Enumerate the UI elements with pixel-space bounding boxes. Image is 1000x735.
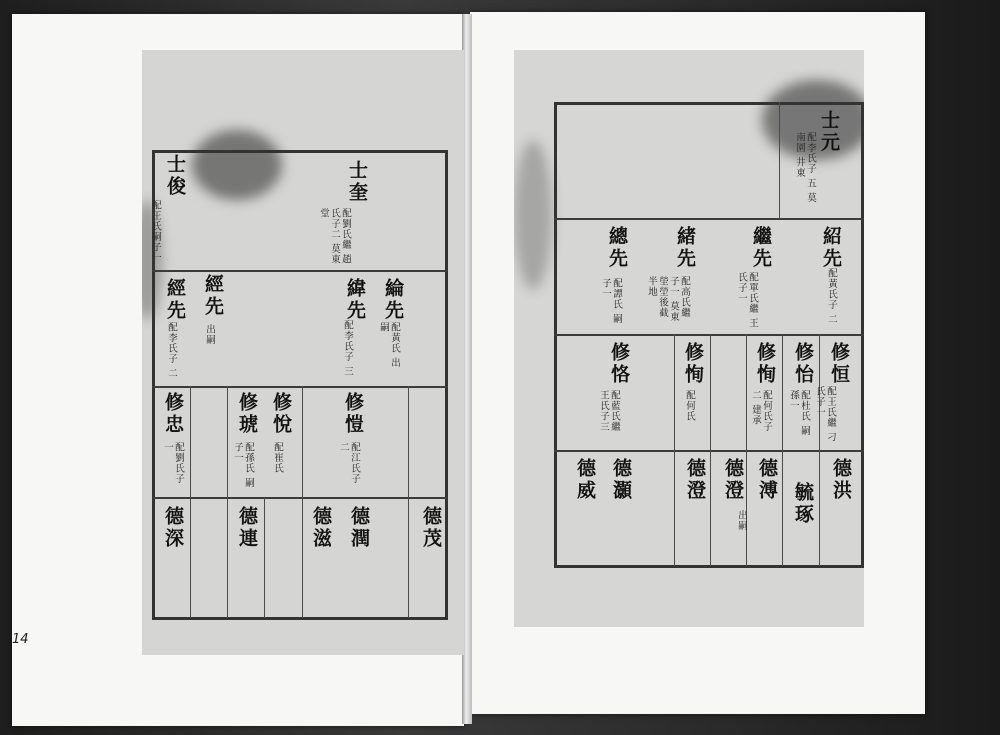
left-genealogy-scan — [142, 50, 464, 655]
person-note: 配何氏 — [684, 390, 695, 422]
person-name: 德灝 — [610, 458, 632, 502]
person-name: 繼先 — [750, 226, 772, 270]
column-divider — [710, 334, 711, 566]
person-note: 配杜氏 嗣孫一 — [788, 390, 810, 437]
person-note: 配劉氏繼 趙氏子二 莫東堂 — [318, 208, 351, 265]
column-divider — [674, 334, 675, 566]
person-note: 配單氏繼 王氏子一 — [736, 272, 758, 329]
person-name: 德茂 — [420, 506, 442, 550]
ink-stain — [514, 140, 552, 290]
left-genealogy-grid — [152, 150, 448, 620]
person-name: 經先 — [164, 278, 186, 322]
person-note: 配崔氏 — [272, 442, 283, 474]
person-name: 德滋 — [310, 506, 332, 550]
person-name: 德潤 — [348, 506, 370, 550]
person-name: 德澄 — [722, 458, 744, 502]
person-name: 修悅 — [270, 392, 292, 436]
person-note: 配高氏繼 子一 莫東 塋塋後截 半地 — [646, 276, 690, 323]
person-name: 德溥 — [756, 458, 778, 502]
person-note: 配黃氏 出嗣 — [378, 322, 400, 369]
row-divider — [152, 270, 448, 272]
person-note: 配王氏嗣子一 — [150, 200, 161, 263]
person-name: 德連 — [236, 506, 258, 550]
person-name: 修恂 — [682, 342, 704, 386]
person-note: 配劉氏子 一 — [162, 442, 184, 484]
person-name: 德澄 — [684, 458, 706, 502]
person-name: 總先 — [606, 226, 628, 270]
person-note: 配王氏繼 刁氏子一 — [814, 386, 836, 443]
row-divider — [554, 450, 864, 452]
person-note: 出嗣 — [736, 510, 747, 531]
person-name: 修愷 — [342, 392, 364, 436]
person-note: 配李氏子 五 莫南園 井東 — [794, 132, 816, 204]
page-number: 14 — [12, 632, 29, 647]
person-name: 修琥 — [236, 392, 258, 436]
person-name: 德威 — [574, 458, 596, 502]
person-name: 修恪 — [608, 342, 630, 386]
person-note: 配李氏子 二 — [166, 322, 177, 379]
row-divider — [152, 497, 448, 499]
person-name: 修恂 — [754, 342, 776, 386]
person-name: 紹先 — [820, 226, 842, 270]
person-name: 修恒 — [828, 342, 850, 386]
person-name: 緒先 — [674, 226, 696, 270]
person-note: 配孫氏 嗣子一 — [232, 442, 254, 489]
person-note: 配李氏子 三 — [342, 320, 353, 377]
person-name: 經先 — [202, 274, 224, 318]
person-name: 士俊 — [164, 154, 186, 198]
column-divider — [227, 386, 228, 618]
column-divider — [782, 334, 783, 566]
column-divider — [302, 386, 303, 618]
person-name: 修忠 — [162, 392, 184, 436]
person-name: 德洪 — [830, 458, 852, 502]
person-name: 修怡 — [792, 342, 814, 386]
row-divider — [152, 386, 448, 388]
person-note: 配何氏子 二 建承 — [750, 390, 772, 432]
person-note: 配黃氏子 二 — [826, 268, 837, 325]
row-divider — [554, 218, 864, 220]
person-name: 綸先 — [382, 278, 404, 322]
column-divider — [779, 102, 780, 218]
person-name: 毓琢 — [792, 482, 814, 526]
column-divider — [264, 497, 265, 618]
person-name: 士元 — [818, 110, 840, 154]
person-note: 出嗣 — [204, 324, 215, 345]
person-name: 德深 — [162, 506, 184, 550]
person-note: 配譚氏 嗣子一 — [600, 278, 622, 325]
right-genealogy-scan — [514, 50, 864, 627]
column-divider — [190, 386, 191, 618]
column-divider — [408, 386, 409, 618]
row-divider — [554, 334, 864, 336]
person-name: 士奎 — [346, 160, 368, 204]
person-note: 配藍氏繼 王氏子三 — [598, 390, 620, 432]
person-note: 配江氏子 二 — [338, 442, 360, 484]
person-name: 緯先 — [344, 278, 366, 322]
column-divider — [819, 334, 820, 566]
